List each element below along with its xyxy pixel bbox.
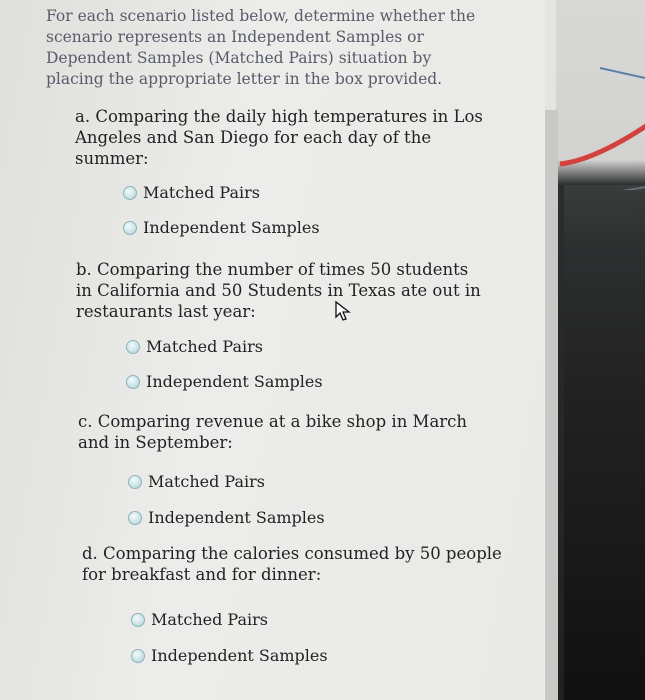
question-b-option-matched[interactable] (126, 337, 263, 356)
question-c-option-independent[interactable] (128, 508, 325, 527)
option-label: Matched Pairs (148, 472, 265, 491)
question-c-option-matched[interactable] (128, 472, 265, 491)
monitor-bezel (556, 0, 645, 700)
option-label: Matched Pairs (143, 183, 260, 202)
question-c (78, 411, 498, 453)
blue-line (600, 64, 645, 84)
question-b-label: b. Comparing the number of times 50 students in California and 50 Students in Texas ate out in restaurants last year: (76, 260, 481, 321)
monitor-dark-area (564, 185, 645, 700)
question-d (82, 543, 502, 585)
option-label: Independent Samples (151, 646, 328, 665)
question-d-option-independent[interactable] (131, 646, 328, 665)
question-c-label: c. Comparing revenue at a bike shop in March and in September: (78, 412, 468, 452)
option-label: Independent Samples (146, 372, 323, 391)
red-cable (556, 120, 645, 190)
instructions-text: For each scenario listed below, determine whether the scenario represents an Independent Samples or Dependent Samples (Matched Pairs) situation by placing the appropriate letter in the box provided. (46, 7, 476, 88)
radio-button-icon[interactable] (128, 511, 142, 525)
radio-button-icon[interactable] (126, 375, 140, 389)
option-label: Independent Samples (143, 218, 320, 237)
radio-button-icon[interactable] (131, 649, 145, 663)
question-b-option-independent[interactable] (126, 372, 323, 391)
question-b (76, 259, 486, 322)
question-a (75, 106, 495, 169)
mouse-cursor-icon (334, 300, 356, 322)
radio-button-icon[interactable] (128, 475, 142, 489)
radio-button-icon[interactable] (123, 186, 137, 200)
radio-button-icon[interactable] (126, 340, 140, 354)
question-a-option-independent[interactable] (123, 218, 320, 237)
option-label: Matched Pairs (151, 610, 268, 629)
question-a-option-matched[interactable] (123, 183, 260, 202)
question-d-option-matched[interactable] (131, 610, 268, 629)
radio-button-icon[interactable] (131, 613, 145, 627)
question-d-label: d. Comparing the calories consumed by 50 people for breakfast and for dinner: (82, 544, 502, 584)
option-label: Independent Samples (148, 508, 325, 527)
radio-button-icon[interactable] (123, 221, 137, 235)
option-label: Matched Pairs (146, 337, 263, 356)
question-a-label: a. Comparing the daily high temperatures in Los Angeles and San Diego for each day of the summer: (75, 107, 483, 168)
